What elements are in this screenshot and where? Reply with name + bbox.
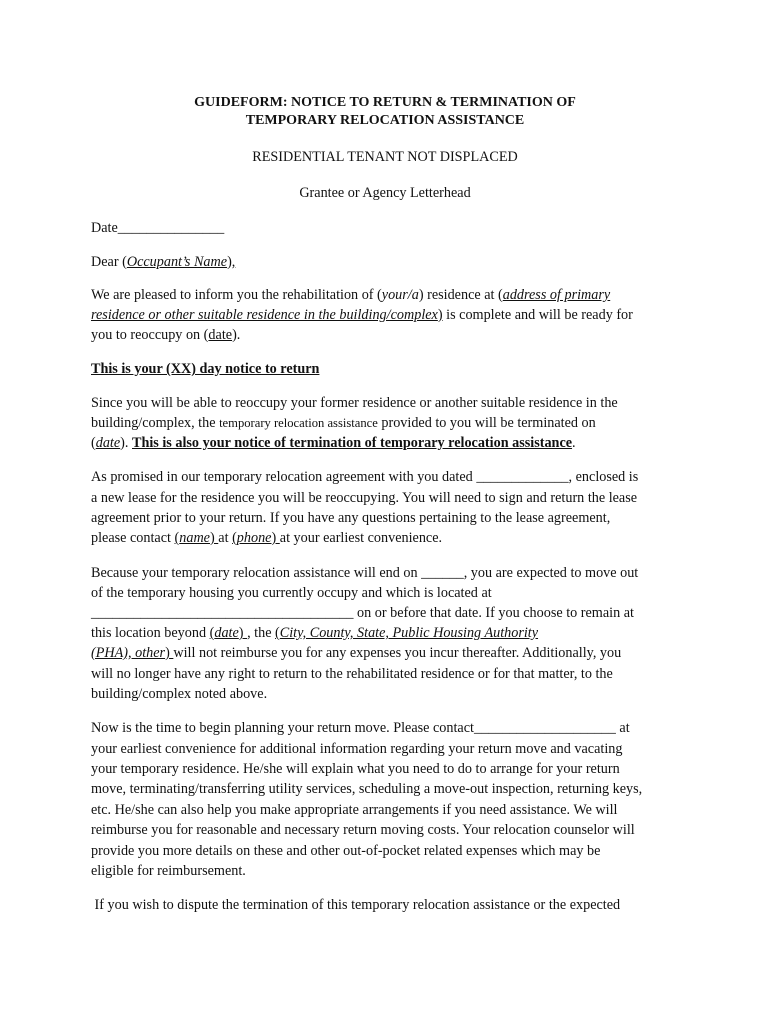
text-run: , the [247, 625, 276, 641]
notice-heading: This is your (XX) day notice to return [91, 361, 320, 377]
text-run: ) [238, 625, 248, 641]
occupant-name-field: Occupant’s Name [126, 254, 228, 270]
paragraph-4-line-2: of the temporary housing you currently occupy and which is located at [91, 585, 492, 601]
paragraph-5-line-8: eligible for reimbursement. [91, 863, 246, 879]
letterhead-placeholder: Grantee or Agency Letterhead [299, 185, 471, 201]
date-line: Date_______________ [91, 220, 225, 236]
paragraph-4-line-7: building/complex noted above. [91, 686, 268, 702]
salutation [91, 252, 235, 272]
paragraph-3-line-3: agreement prior to your return. If you have any questions pertaining to the lease agreement, [91, 510, 611, 526]
paragraph-2-line-1: Since you will be able to reoccupy your former residence or another suitable residence in the [91, 395, 618, 411]
paragraph-4-line-5 [91, 643, 621, 663]
text-run: . [572, 435, 576, 451]
date-field: date [214, 625, 239, 641]
paragraph-5-line-6: reimburse you for reasonable and necessary return moving costs. Your relocation counselor will [91, 822, 635, 838]
paragraph-3-line-4 [91, 528, 442, 548]
paragraph-4-line-3: _____________________________________ on or before that date. If you choose to remain at [91, 605, 634, 621]
text-run: ( [275, 625, 280, 641]
text-run: at [218, 530, 233, 546]
text-run: We are pleased to inform you the rehabilitation of ( [91, 287, 382, 303]
text-run: ) [437, 307, 443, 323]
paragraph-2-line-3 [91, 433, 576, 453]
contact-phone-field: phone [236, 530, 272, 546]
text-run: you to reoccupy on ( [91, 327, 209, 343]
paragraph-3-line-1: As promised in our temporary relocation agreement with you dated _____________, enclosed is [91, 469, 639, 485]
text-run: ). [120, 435, 132, 451]
text-run: please contact [91, 530, 175, 546]
document-title-line-2: TEMPORARY RELOCATION ASSISTANCE [245, 113, 525, 128]
paragraph-5-line-5: etc. He/she can also help you make appropriate arrangements if you need assistance. We will [91, 802, 618, 818]
text-run: at your earliest convenience. [279, 530, 443, 546]
text-run: ( [232, 530, 237, 546]
paragraph-3-line-2: a new lease for the residence you will be reoccupying. You will need to sign and return the lease [91, 490, 638, 506]
salutation-suffix: ), [227, 254, 236, 270]
text-run: ) [209, 530, 219, 546]
paragraph-5-line-4: move, terminating/transferring utility services, scheduling a move-out inspection, returning keys, [91, 781, 643, 797]
paragraph-5-line-2: your earliest convenience for additional information regarding your return move and vacating [91, 741, 623, 757]
text-run: ( [174, 530, 180, 546]
text-run: provided to you will be terminated on [377, 415, 596, 431]
text-run: this location beyond [91, 625, 210, 641]
paragraph-5-line-1: Now is the time to begin planning your return move. Please contact____________________ at [91, 720, 630, 736]
text-run: ( [91, 435, 96, 451]
paragraph-1-line-1 [91, 285, 610, 305]
paragraph-1-line-3 [91, 325, 240, 345]
termination-notice-statement: This is also your notice of termination of temporary relocation assistance [132, 435, 573, 451]
document-title-line-1: GUIDEFORM: NOTICE TO RETURN & TERMINATION OF [194, 95, 576, 110]
text-run: ) [271, 530, 280, 546]
text-run: ) [165, 645, 174, 661]
paragraph-4-line-6: will no longer have any right to return to the rehabilitated residence or for that matter, to the [91, 666, 613, 682]
paragraph-2-line-2 [91, 413, 596, 433]
date-field: date [208, 327, 233, 343]
paragraph-1-line-2 [91, 305, 633, 325]
paragraph-4-line-1: Because your temporary relocation assistance will end on ______, you are expected to move out [91, 565, 639, 581]
salutation-prefix: Dear ( [91, 254, 127, 270]
text-run: ( [209, 625, 215, 641]
paragraph-4-line-4 [91, 623, 538, 643]
paragraph-6-line-1: If you wish to dispute the termination of this temporary relocation assistance or the expected [91, 897, 621, 913]
text-run: ) residence at ( [418, 287, 503, 303]
address-field: residence or other suitable residence in the building/complex [91, 307, 438, 323]
text-run: will not reimburse you for any expenses you incur thereafter. Additionally, you [173, 645, 622, 661]
paragraph-5-line-7: provide you more details on these and other out-of-pocket related expenses which may be [91, 843, 601, 859]
text-run: is complete and will be ready for [442, 307, 633, 323]
text-run: ). [232, 327, 241, 343]
paragraph-5-line-3: your temporary residence. He/she will explain what you need to do to arrange for your return [91, 761, 620, 777]
document-subtitle: RESIDENTIAL TENANT NOT DISPLACED [252, 149, 518, 165]
address-field: address of primary [502, 287, 611, 303]
agency-field: (PHA), other [91, 645, 166, 661]
contact-name-field: name [179, 530, 210, 546]
residence-pronoun-field: your/a [381, 287, 419, 303]
text-run: building/complex, the [91, 415, 220, 431]
text-run: temporary relocation assistance [219, 416, 378, 430]
agency-field: City, County, State, Public Housing Authority [279, 625, 539, 641]
date-field: date [95, 435, 121, 451]
